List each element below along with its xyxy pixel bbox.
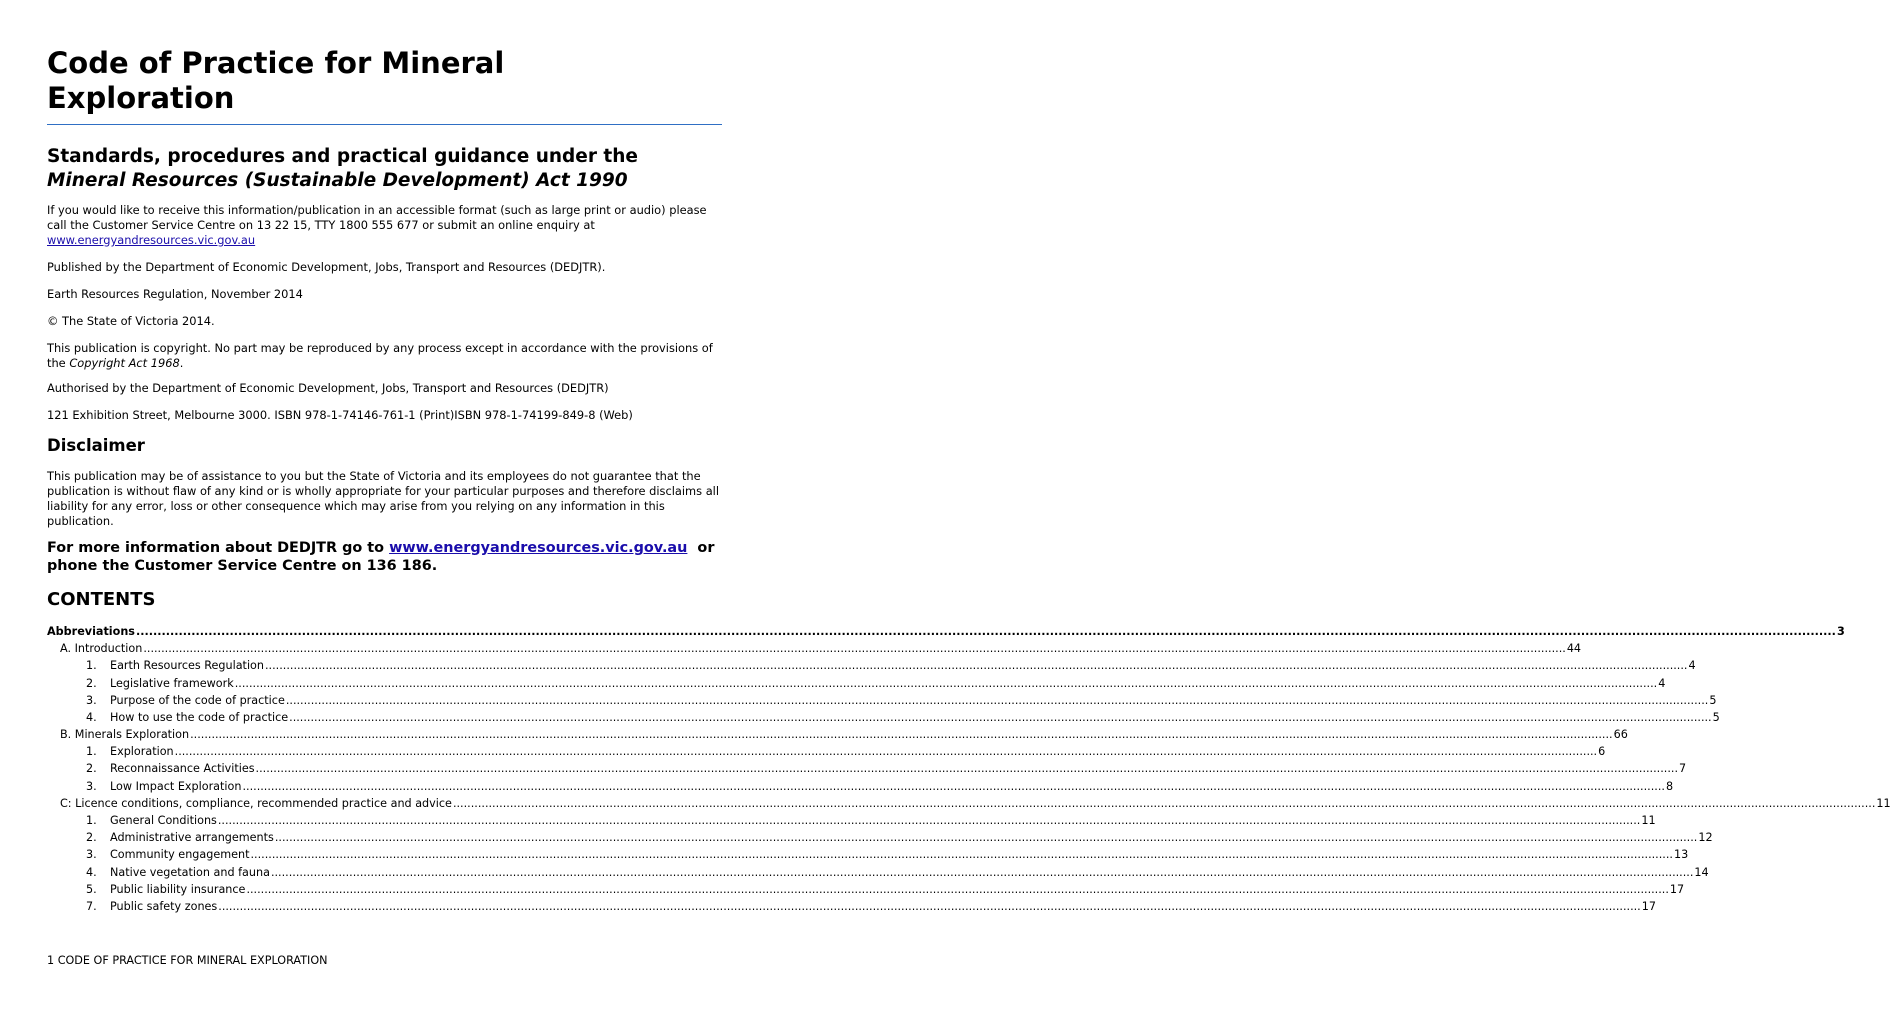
toc-entry-page: 6 (1598, 745, 1606, 759)
toc-leader-dots: ................................................................................................................................................................................................................................................................................................................................................................................................................ (217, 814, 1641, 828)
toc-entry-title: Purpose of the code of practice (110, 693, 285, 707)
toc-leader-dots: ................................................................................................................................................................................................................................................................................................................................................................................................................ (174, 745, 1598, 759)
toc-entry-title: How to use the code of practice (110, 710, 289, 724)
copyright-act-name: Copyright Act 1968 (69, 356, 180, 370)
toc-entry-number: 3. (86, 779, 97, 793)
toc-entry-title: A. Introduction (60, 642, 143, 656)
copyright-line: © The State of Victoria 2014. (47, 314, 215, 328)
toc-entry[interactable] (47, 795, 1891, 812)
toc-entry-number: 2. (86, 762, 97, 776)
toc-entry-title: Administrative arrangements (110, 831, 274, 845)
toc-entry[interactable] (47, 640, 1582, 657)
toc-entry-title: Legislative framework (110, 676, 234, 690)
toc-entry-page: 66 (1613, 728, 1628, 742)
copyright-notice-suffix: . (179, 356, 184, 370)
authorised-by: Authorised by the Department of Economic Development, Jobs, Transport and Resources (DEDJTR) (47, 381, 609, 395)
subtitle-act-name: Mineral Resources (Sustainable Development) Act 1990 (47, 170, 628, 191)
document-title-line2: Exploration (47, 81, 235, 115)
toc-entry[interactable] (47, 726, 1628, 743)
toc-entry-number: 2. (86, 831, 97, 845)
toc-entry[interactable] (47, 657, 1696, 674)
toc-entry-page: 4 (1658, 676, 1666, 690)
toc-entry-number: 3. (86, 848, 97, 862)
toc-entry-page: 12 (1698, 831, 1713, 845)
toc-entry-number: 4. (86, 710, 97, 724)
toc-entry-title: Abbreviations (47, 624, 135, 638)
toc-entry-title: Exploration (110, 745, 174, 759)
page-footer (47, 953, 722, 968)
contents-heading: CONTENTS (47, 589, 156, 610)
toc-entry-title: General Conditions (110, 814, 217, 828)
toc-entry-title: B. Minerals Exploration (60, 728, 190, 742)
disclaimer-heading: Disclaimer (47, 436, 145, 455)
toc-entry[interactable] (47, 623, 1845, 640)
toc-entry-page: 11 (1876, 796, 1891, 810)
published-by: Published by the Department of Economic Development, Jobs, Transport and Resources (DEDJTR). (47, 260, 606, 274)
toc-entry-number: 1. (86, 814, 97, 828)
more-info-suffix: phone the Customer Service Centre on 136 186. (47, 558, 438, 574)
toc-entry-number: 3. (86, 693, 97, 707)
toc-entry-page: 4 (1688, 659, 1696, 673)
toc-entry-number: 4. (86, 865, 97, 879)
toc-leader-dots: ................................................................................................................................................................................................................................................................................................................................................................................................................ (246, 882, 1669, 896)
toc-entry-page: 44 (1566, 642, 1582, 656)
toc-entry-title: Public liability insurance (110, 882, 246, 896)
document-title-line1: Code of Practice for Mineral (47, 46, 505, 80)
toc-leader-dots: ................................................................................................................................................................................................................................................................................................................................................................................................................ (135, 624, 1836, 638)
toc-leader-dots: ................................................................................................................................................................................................................................................................................................................................................................................................................ (234, 676, 1658, 690)
toc-entry-page: 17 (1641, 899, 1656, 913)
toc-entry-page: 3 (1836, 624, 1845, 638)
toc-leader-dots: ................................................................................................................................................................................................................................................................................................................................................................................................................ (452, 796, 1876, 810)
toc-leader-dots: ................................................................................................................................................................................................................................................................................................................................................................................................................ (289, 710, 1712, 724)
subtitle-prefix: Standards, procedures and practical guidance under the (47, 146, 638, 167)
toc-entry-page: 5 (1709, 693, 1717, 707)
toc-entry-page: 8 (1665, 779, 1674, 793)
address-isbn: 121 Exhibition Street, Melbourne 3000. ISBN 978-1-74146-761-1 (Print)ISBN 978-1-74199-849-8 (Web) (47, 408, 633, 422)
toc-entry-title: Public safety zones (110, 899, 218, 913)
toc-entry-page: 14 (1694, 865, 1709, 879)
toc-leader-dots: ................................................................................................................................................................................................................................................................................................................................................................................................................ (143, 642, 1566, 656)
more-info-middle: or (687, 540, 715, 556)
document-title (47, 46, 722, 116)
footer-running-title: CODE OF PRACTICE FOR MINERAL EXPLORATION (57, 954, 328, 967)
toc-entry-title: Earth Resources Regulation (110, 659, 264, 673)
toc-entry-number: 5. (86, 882, 97, 896)
toc-entry-title: C: Licence conditions, compliance, recommended practice and advice (60, 796, 452, 810)
more-info-link[interactable]: www.energyandresources.vic.gov.au (389, 540, 688, 556)
toc-entry-page: 5 (1712, 710, 1720, 724)
toc-leader-dots: ................................................................................................................................................................................................................................................................................................................................................................................................................ (274, 831, 1698, 845)
toc-entry[interactable] (47, 864, 1709, 881)
toc-entry-page: 17 (1669, 882, 1685, 896)
toc-entry[interactable] (47, 778, 1674, 795)
accessible-format-link[interactable]: www.energyandresources.vic.gov.au (47, 233, 256, 247)
toc-entry[interactable] (47, 692, 1717, 709)
toc-entry-page: 7 (1679, 762, 1687, 776)
toc-leader-dots: ................................................................................................................................................................................................................................................................................................................................................................................................................ (255, 762, 1679, 776)
toc-entry[interactable] (47, 761, 1687, 778)
toc-entry-title: Native vegetation and fauna (110, 865, 270, 879)
table-of-contents (47, 623, 1891, 915)
more-info-prefix: For more information about DEDJTR go to (47, 540, 390, 556)
toc-entry-number: 2. (86, 676, 97, 690)
toc-leader-dots: ................................................................................................................................................................................................................................................................................................................................................................................................................ (250, 848, 1673, 862)
toc-entry-number: 1. (86, 659, 97, 673)
toc-entry[interactable] (47, 881, 1685, 898)
regulation-date: Earth Resources Regulation, November 2014 (47, 287, 303, 301)
document-subtitle (47, 145, 722, 193)
accessible-format-text: If you would like to receive this information/publication in an accessible format (such as large print or audio) please call the Customer Service Centre on 13 22 15, TTY 1800 555 677 or submit an online enquiry at (47, 203, 707, 232)
document-page (47, 0, 1891, 1024)
toc-entry[interactable] (47, 898, 1656, 915)
toc-entry[interactable] (47, 812, 1656, 829)
toc-entry-page: 13 (1673, 848, 1689, 862)
disclaimer-text: This publication may be of assistance to you but the State of Victoria and its employees do not guarantee that the publication is without flaw of any kind or is wholly appropriate for your particular purposes and therefore disclaims all liability for any error, loss or other consequence which may arise from you relying on any information in this publication. (47, 469, 720, 528)
copyright-notice (47, 341, 722, 371)
more-info-block (47, 539, 722, 575)
toc-entry-title: Community engagement (110, 848, 250, 862)
toc-entry-page: 11 (1641, 814, 1656, 828)
toc-entry[interactable] (47, 675, 1666, 692)
toc-leader-dots: ................................................................................................................................................................................................................................................................................................................................................................................................................ (285, 693, 1709, 707)
toc-entry-title: Low Impact Exploration (110, 779, 242, 793)
title-divider (47, 124, 722, 125)
toc-entry-number: 7. (86, 899, 97, 913)
toc-leader-dots: ................................................................................................................................................................................................................................................................................................................................................................................................................ (242, 779, 1665, 793)
toc-entry[interactable] (47, 709, 1720, 726)
toc-leader-dots: ................................................................................................................................................................................................................................................................................................................................................................................................................ (218, 899, 1641, 913)
copyright-notice-prefix: This publication is copyright. No part may be reproduced by any process except in accordance with the provisions of the (47, 341, 713, 370)
toc-entry-title: Reconnaissance Activities (110, 762, 255, 776)
accessible-format-notice (47, 203, 722, 248)
footer-page-number: 1 (47, 954, 55, 967)
toc-entry[interactable] (47, 743, 1606, 760)
toc-leader-dots: ................................................................................................................................................................................................................................................................................................................................................................................................................ (270, 865, 1694, 879)
toc-entry-number: 1. (86, 745, 97, 759)
toc-entry[interactable] (47, 846, 1689, 863)
toc-entry[interactable] (47, 829, 1713, 846)
toc-leader-dots: ................................................................................................................................................................................................................................................................................................................................................................................................................ (190, 728, 1613, 742)
toc-leader-dots: ................................................................................................................................................................................................................................................................................................................................................................................................................ (265, 659, 1688, 673)
